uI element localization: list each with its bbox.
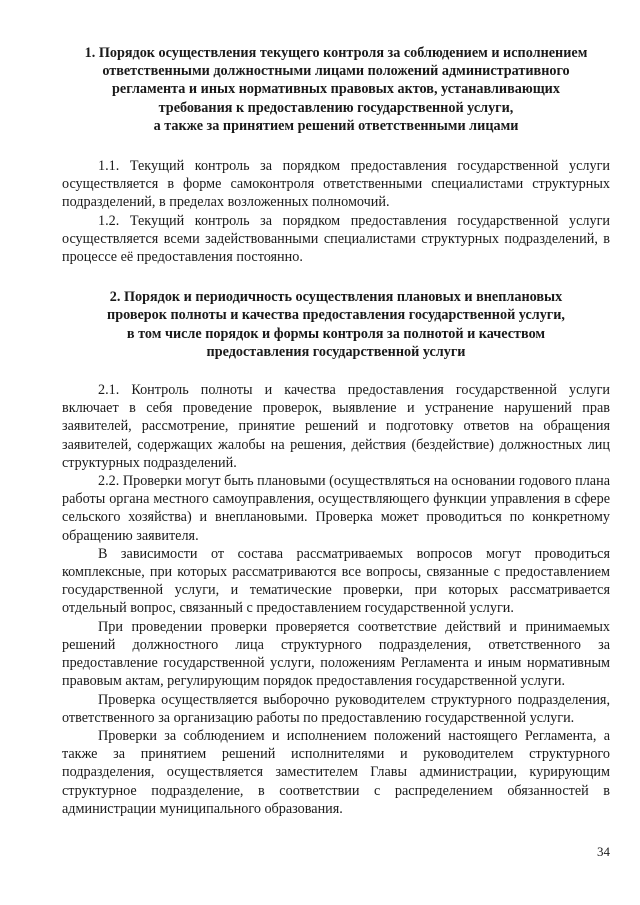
paragraph-1-1: 1.1. Текущий контроль за порядком предоставления государственной услуги осуществляется в форме самоконтроля ответственными специалистами структурных подразделений, в пределах возложенных полномочий. bbox=[62, 158, 610, 211]
section-1-heading-line: регламента и иных нормативных правовых актов, устанавливающих bbox=[112, 81, 560, 98]
paragraph-check-deputy: Проверки за соблюдением и исполнением положений настоящего Регламента, а также за принятием решений исполнителями и руководителем структурного подразделения, осуществляется заместителем Главы администрации, курирующим структурное подразделение, в соответствии с распределением обязанностей в администрации муниципального образования. bbox=[62, 727, 610, 817]
section-2-heading-line: в том числе порядок и формы контроля за полнотой и качеством bbox=[126, 325, 546, 342]
paragraph-check-conformity: При проведении проверки проверяется соответствие действий и принимаемых решений должностного лица структурного подразделения, ответственного за предоставление государственной услуги, положениям Регламента и иным нормативным правовым актам, регулирующим порядок предоставления государственной услуги. bbox=[62, 618, 610, 690]
document-page bbox=[62, 44, 610, 818]
paragraph-1-2: 1.2. Текущий контроль за порядком предоставления государственной услуги осуществляется всеми задействованными специалистами структурных подразделений, в процессе её предоставления постоянно. bbox=[62, 212, 610, 266]
section-1-heading-line: требования к предоставлению государственной услуги, bbox=[158, 99, 514, 116]
section-1-heading bbox=[62, 44, 610, 135]
section-2-heading-line: 2. Порядок и периодичность осуществления плановых и внеплановых bbox=[109, 289, 563, 306]
section-1-heading-line: 1. Порядок осуществления текущего контроля за соблюдением и исполнением bbox=[84, 45, 588, 61]
section-2-heading-line: проверок полноты и качества предоставления государственной услуги, bbox=[107, 307, 565, 324]
paragraph-check-types: В зависимости от состава рассматриваемых вопросов могут проводиться комплексные, при которых рассматриваются все вопросы, связанные с предоставлением государственной услуги, и тематические проверки, при которых рассматривается отдельный вопрос, связанный с предоставлением государственной услуги. bbox=[62, 545, 610, 617]
section-1-heading-line: а также за принятием решений ответственными лицами bbox=[153, 117, 519, 134]
paragraph-check-selective: Проверка осуществляется выборочно руководителем структурного подразделения, ответственного за организацию работы по предоставлению государственной услуги. bbox=[62, 691, 610, 726]
section-2-heading-line: предоставления государственной услуги bbox=[206, 343, 466, 360]
paragraph-2-2: 2.2. Проверки могут быть плановыми (осуществляться на основании годового плана работы органа местного самоуправления, осуществляющего функции управления в сфере сельского хозяйства) и внеплановыми. Проверка может проводиться по конкретному обращению заявителя. bbox=[62, 473, 610, 544]
section-2-heading bbox=[62, 288, 610, 361]
paragraph-2-1: 2.1. Контроль полноты и качества предоставления государственной услуги включает в себя проведение проверок, выявление и устранение нарушений прав заявителей, рассмотрение, принятие решений и подготовку ответов на обращения заявителей, содержащих жалобы на решения, действия (бездействие) должностных лиц структурных подразделений. bbox=[62, 382, 610, 471]
section-1-heading-line: ответственными должностными лицами положений административного bbox=[102, 63, 570, 80]
page-number: 34 bbox=[597, 844, 610, 859]
